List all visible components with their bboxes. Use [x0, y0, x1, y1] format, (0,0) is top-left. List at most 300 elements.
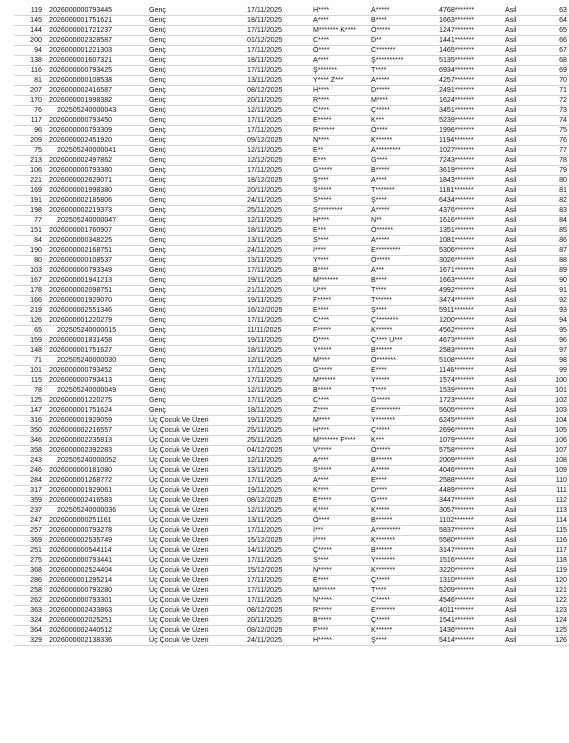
- row-id-cell: 190: [14, 246, 47, 256]
- application-number-cell: 2026000002328587: [47, 36, 147, 46]
- id-number-cell: 1310*******: [437, 576, 503, 586]
- surname-cell: Y*****: [369, 376, 437, 386]
- date-cell: 19/11/2025: [245, 296, 311, 306]
- category-cell: Genç: [147, 16, 245, 26]
- category-cell: Genç: [147, 396, 245, 406]
- row-id-cell: 275: [14, 556, 47, 566]
- table-row: [14, 76, 569, 86]
- surname-cell: A*********: [369, 526, 437, 536]
- category-cell: Genç: [147, 166, 245, 176]
- surname-cell: Ç********: [369, 316, 437, 326]
- application-number-cell: 2026000002168751: [47, 246, 147, 256]
- date-cell: 25/11/2025: [245, 436, 311, 446]
- application-number-cell: 2026000001221303: [47, 46, 147, 56]
- category-cell: Genç: [147, 216, 245, 226]
- row-id-cell: 209: [14, 136, 47, 146]
- date-cell: 17/11/2025: [245, 316, 311, 326]
- status-cell: Asil: [503, 246, 545, 256]
- surname-cell: Ö*****: [369, 446, 437, 456]
- name-cell: M****: [311, 356, 369, 366]
- id-number-cell: 1996*******: [437, 126, 503, 136]
- date-cell: 12/11/2025: [245, 356, 311, 366]
- status-cell: Asil: [503, 306, 545, 316]
- id-number-cell: 4992*******: [437, 286, 503, 296]
- application-number-cell: 2026000000793425: [47, 66, 147, 76]
- surname-cell: E****: [369, 366, 437, 376]
- name-cell: F*****: [311, 296, 369, 306]
- category-cell: Genç: [147, 26, 245, 36]
- category-cell: Üç Çocuk Ve Üzeri: [147, 506, 245, 516]
- status-cell: Asil: [503, 126, 545, 136]
- date-cell: 13/11/2025: [245, 516, 311, 526]
- id-number-cell: 3057*******: [437, 506, 503, 516]
- table-row: [14, 26, 569, 36]
- id-number-cell: 1663*******: [437, 276, 503, 286]
- application-number-cell: 202505240000041: [47, 146, 147, 156]
- rank-cell: 106: [545, 436, 569, 446]
- row-id-cell: 363: [14, 606, 47, 616]
- row-id-cell: 284: [14, 476, 47, 486]
- row-id-cell: 251: [14, 546, 47, 556]
- category-cell: Genç: [147, 256, 245, 266]
- rank-cell: 121: [545, 586, 569, 596]
- surname-cell: K*****: [369, 506, 437, 516]
- table-row: [14, 46, 569, 56]
- category-cell: Genç: [147, 206, 245, 216]
- rank-cell: 102: [545, 396, 569, 406]
- date-cell: 17/11/2025: [245, 116, 311, 126]
- row-id-cell: 286: [14, 576, 47, 586]
- date-cell: 17/11/2025: [245, 596, 311, 606]
- rank-cell: 65: [545, 26, 569, 36]
- row-id-cell: 116: [14, 66, 47, 76]
- results-table: [14, 6, 569, 646]
- row-id-cell: 346: [14, 436, 47, 446]
- rank-cell: 69: [545, 66, 569, 76]
- row-id-cell: 117: [14, 116, 47, 126]
- row-id-cell: 115: [14, 376, 47, 386]
- application-number-cell: 2026000002216557: [47, 426, 147, 436]
- status-cell: Asil: [503, 576, 545, 586]
- row-id-cell: 76: [14, 106, 47, 116]
- row-id-cell: 369: [14, 536, 47, 546]
- surname-cell: K*******: [369, 566, 437, 576]
- application-number-cell: 202505240000043: [47, 106, 147, 116]
- date-cell: 12/11/2025: [245, 506, 311, 516]
- application-number-cell: 2026000000108538: [47, 76, 147, 86]
- status-cell: Asil: [503, 266, 545, 276]
- status-cell: Asil: [503, 166, 545, 176]
- date-cell: 24/11/2025: [245, 246, 311, 256]
- table-row: [14, 186, 569, 196]
- status-cell: Asil: [503, 66, 545, 76]
- id-number-cell: 1671*******: [437, 266, 503, 276]
- id-number-cell: 3474*******: [437, 296, 503, 306]
- name-cell: K****: [311, 486, 369, 496]
- table-row: [14, 506, 569, 516]
- category-cell: Üç Çocuk Ve Üzeri: [147, 476, 245, 486]
- id-number-cell: 5580*******: [437, 536, 503, 546]
- name-cell: S*********: [311, 206, 369, 216]
- name-cell: R****: [311, 96, 369, 106]
- surname-cell: A****: [369, 176, 437, 186]
- date-cell: 20/11/2025: [245, 616, 311, 626]
- date-cell: 19/11/2025: [245, 486, 311, 496]
- date-cell: 12/11/2025: [245, 106, 311, 116]
- name-cell: G*****: [311, 366, 369, 376]
- date-cell: 20/11/2025: [245, 96, 311, 106]
- rank-cell: 86: [545, 236, 569, 246]
- application-number-cell: 2026000001220279: [47, 316, 147, 326]
- surname-cell: B*****: [369, 166, 437, 176]
- table-row: [14, 236, 569, 246]
- date-cell: 18/11/2025: [245, 16, 311, 26]
- date-cell: 17/11/2025: [245, 166, 311, 176]
- rank-cell: 96: [545, 336, 569, 346]
- date-cell: 17/11/2025: [245, 366, 311, 376]
- application-number-cell: 202505240000052: [47, 456, 147, 466]
- category-cell: Genç: [147, 36, 245, 46]
- status-cell: Asil: [503, 236, 545, 246]
- status-cell: Asil: [503, 426, 545, 436]
- name-cell: S****: [311, 236, 369, 246]
- row-id-cell: 101: [14, 366, 47, 376]
- category-cell: Genç: [147, 186, 245, 196]
- status-cell: Asil: [503, 296, 545, 306]
- status-cell: Asil: [503, 96, 545, 106]
- rank-cell: 114: [545, 516, 569, 526]
- row-id-cell: 80: [14, 256, 47, 266]
- rank-cell: 75: [545, 126, 569, 136]
- category-cell: Genç: [147, 176, 245, 186]
- id-number-cell: 5135*******: [437, 56, 503, 66]
- surname-cell: D****: [369, 486, 437, 496]
- status-cell: Asil: [503, 396, 545, 406]
- id-number-cell: 1574*******: [437, 376, 503, 386]
- category-cell: Üç Çocuk Ve Üzeri: [147, 436, 245, 446]
- row-id-cell: 200: [14, 36, 47, 46]
- table-row: [14, 446, 569, 456]
- surname-cell: Ç*****: [369, 616, 437, 626]
- application-number-cell: 2026000001220275: [47, 396, 147, 406]
- table-row: [14, 346, 569, 356]
- name-cell: C****: [311, 396, 369, 406]
- date-cell: 17/11/2025: [245, 586, 311, 596]
- rank-cell: 99: [545, 366, 569, 376]
- application-number-cell: 2026000001751624: [47, 406, 147, 416]
- surname-cell: T******: [369, 296, 437, 306]
- table-row: [14, 116, 569, 126]
- id-number-cell: 1465*******: [437, 46, 503, 56]
- surname-cell: E****: [369, 476, 437, 486]
- rank-cell: 67: [545, 46, 569, 56]
- application-number-cell: 2026000002235813: [47, 436, 147, 446]
- category-cell: Üç Çocuk Ve Üzeri: [147, 486, 245, 496]
- surname-cell: K***: [369, 436, 437, 446]
- surname-cell: A*****: [369, 206, 437, 216]
- date-cell: 04/12/2025: [245, 446, 311, 456]
- category-cell: Üç Çocuk Ve Üzeri: [147, 466, 245, 476]
- date-cell: 25/11/2025: [245, 426, 311, 436]
- row-id-cell: 169: [14, 186, 47, 196]
- id-number-cell: 4376*******: [437, 206, 503, 216]
- date-cell: 08/12/2025: [245, 86, 311, 96]
- table-row: [14, 146, 569, 156]
- table-row: [14, 56, 569, 66]
- category-cell: Genç: [147, 196, 245, 206]
- id-number-cell: 1247*******: [437, 26, 503, 36]
- surname-cell: A*****: [369, 236, 437, 246]
- table-row: [14, 66, 569, 76]
- id-number-cell: 2696*******: [437, 426, 503, 436]
- id-number-cell: 1541*******: [437, 616, 503, 626]
- status-cell: Asil: [503, 386, 545, 396]
- id-number-cell: 5758*******: [437, 446, 503, 456]
- id-number-cell: 1539*******: [437, 386, 503, 396]
- id-number-cell: 1146*******: [437, 366, 503, 376]
- date-cell: 19/11/2025: [245, 336, 311, 346]
- surname-cell: A*****: [369, 6, 437, 16]
- application-number-cell: 2026000002098751: [47, 286, 147, 296]
- rank-cell: 108: [545, 456, 569, 466]
- name-cell: İ***: [311, 526, 369, 536]
- application-number-cell: 2026000000793301: [47, 596, 147, 606]
- status-cell: Asil: [503, 226, 545, 236]
- name-cell: Ç*****: [311, 546, 369, 556]
- application-number-cell: 2026000002433863: [47, 606, 147, 616]
- date-cell: 08/12/2025: [245, 496, 311, 506]
- name-cell: İ****: [311, 246, 369, 256]
- surname-cell: T****: [369, 286, 437, 296]
- row-id-cell: 145: [14, 16, 47, 26]
- rank-cell: 81: [545, 186, 569, 196]
- id-number-cell: 3451*******: [437, 106, 503, 116]
- table-row: [14, 546, 569, 556]
- application-number-cell: 2026000000793280: [47, 586, 147, 596]
- table-row: [14, 466, 569, 476]
- category-cell: Genç: [147, 126, 245, 136]
- row-id-cell: 71: [14, 356, 47, 366]
- surname-cell: Ç*****: [369, 576, 437, 586]
- status-cell: Asil: [503, 506, 545, 516]
- status-cell: Asil: [503, 356, 545, 366]
- date-cell: 20/11/2025: [245, 186, 311, 196]
- row-id-cell: 237: [14, 506, 47, 516]
- surname-cell: A*********: [369, 146, 437, 156]
- status-cell: Asil: [503, 366, 545, 376]
- status-cell: Asil: [503, 566, 545, 576]
- id-number-cell: 5209*******: [437, 586, 503, 596]
- name-cell: M******* F****: [311, 436, 369, 446]
- application-number-cell: 2026000002524404: [47, 566, 147, 576]
- category-cell: Genç: [147, 86, 245, 96]
- id-number-cell: 1616*******: [437, 216, 503, 226]
- rank-cell: 73: [545, 106, 569, 116]
- date-cell: 24/11/2025: [245, 196, 311, 206]
- surname-cell: A***: [369, 266, 437, 276]
- status-cell: Asil: [503, 616, 545, 626]
- name-cell: Ş*******: [311, 66, 369, 76]
- table-row: [14, 286, 569, 296]
- status-cell: Asil: [503, 326, 545, 336]
- surname-cell: D**: [369, 36, 437, 46]
- id-number-cell: 5605*******: [437, 406, 503, 416]
- table-row: [14, 406, 569, 416]
- table-row: [14, 126, 569, 136]
- surname-cell: G*****: [369, 396, 437, 406]
- name-cell: H****: [311, 6, 369, 16]
- category-cell: Genç: [147, 386, 245, 396]
- table-row: [14, 486, 569, 496]
- application-number-cell: 202505240000047: [47, 216, 147, 226]
- name-cell: R******: [311, 126, 369, 136]
- status-cell: Asil: [503, 486, 545, 496]
- status-cell: Asil: [503, 176, 545, 186]
- status-cell: Asil: [503, 186, 545, 196]
- category-cell: Genç: [147, 76, 245, 86]
- date-cell: 15/12/2025: [245, 536, 311, 546]
- application-number-cell: 2026000000544114: [47, 546, 147, 556]
- date-cell: 12/12/2025: [245, 156, 311, 166]
- surname-cell: E*******: [369, 606, 437, 616]
- status-cell: Asil: [503, 526, 545, 536]
- table-row: [14, 196, 569, 206]
- results-table-body: [14, 6, 569, 646]
- category-cell: Üç Çocuk Ve Üzeri: [147, 446, 245, 456]
- category-cell: Genç: [147, 96, 245, 106]
- surname-cell: Ö******: [369, 226, 437, 236]
- surname-cell: Ş****: [369, 196, 437, 206]
- name-cell: Ö****: [311, 46, 369, 56]
- application-number-cell: 2026000000181080: [47, 466, 147, 476]
- status-cell: Asil: [503, 346, 545, 356]
- table-row: [14, 356, 569, 366]
- name-cell: F*****: [311, 326, 369, 336]
- application-number-cell: 2026000001998382: [47, 96, 147, 106]
- surname-cell: B******: [369, 456, 437, 466]
- date-cell: 17/11/2025: [245, 396, 311, 406]
- application-number-cell: 2026000000348225: [47, 236, 147, 246]
- category-cell: Üç Çocuk Ve Üzeri: [147, 596, 245, 606]
- row-id-cell: 329: [14, 636, 47, 646]
- category-cell: Genç: [147, 236, 245, 246]
- status-cell: Asil: [503, 456, 545, 466]
- rank-cell: 68: [545, 56, 569, 66]
- row-id-cell: 138: [14, 56, 47, 66]
- status-cell: Asil: [503, 136, 545, 146]
- table-row: [14, 36, 569, 46]
- surname-cell: Y*******: [369, 556, 437, 566]
- table-row: [14, 136, 569, 146]
- id-number-cell: 1102*******: [437, 516, 503, 526]
- status-cell: Asil: [503, 46, 545, 56]
- id-number-cell: 7243*******: [437, 156, 503, 166]
- category-cell: Genç: [147, 306, 245, 316]
- category-cell: Üç Çocuk Ve Üzeri: [147, 606, 245, 616]
- application-number-cell: 2026000001929059: [47, 416, 147, 426]
- name-cell: E*****: [311, 116, 369, 126]
- date-cell: 17/11/2025: [245, 556, 311, 566]
- table-row: [14, 6, 569, 16]
- name-cell: M******: [311, 586, 369, 596]
- surname-cell: G****: [369, 496, 437, 506]
- category-cell: Üç Çocuk Ve Üzeri: [147, 496, 245, 506]
- category-cell: Genç: [147, 316, 245, 326]
- table-row: [14, 556, 569, 566]
- category-cell: Genç: [147, 56, 245, 66]
- status-cell: Asil: [503, 436, 545, 446]
- table-row: [14, 166, 569, 176]
- application-number-cell: 2026000000793309: [47, 126, 147, 136]
- name-cell: M****: [311, 416, 369, 426]
- category-cell: Üç Çocuk Ve Üzeri: [147, 566, 245, 576]
- category-cell: Genç: [147, 156, 245, 166]
- application-number-cell: 2026000000793278: [47, 526, 147, 536]
- application-number-cell: 2026000000793349: [47, 266, 147, 276]
- rank-cell: 112: [545, 496, 569, 506]
- category-cell: Genç: [147, 66, 245, 76]
- id-number-cell: 1079*******: [437, 436, 503, 446]
- status-cell: Asil: [503, 206, 545, 216]
- status-cell: Asil: [503, 446, 545, 456]
- category-cell: Üç Çocuk Ve Üzeri: [147, 516, 245, 526]
- rank-cell: 80: [545, 176, 569, 186]
- rank-cell: 120: [545, 576, 569, 586]
- id-number-cell: 5239*******: [437, 116, 503, 126]
- row-id-cell: 159: [14, 336, 47, 346]
- name-cell: N*****: [311, 596, 369, 606]
- date-cell: 17/11/2025: [245, 46, 311, 56]
- date-cell: 18/11/2025: [245, 346, 311, 356]
- surname-cell: E*********: [369, 406, 437, 416]
- status-cell: Asil: [503, 556, 545, 566]
- application-number-cell: 2026000001760907: [47, 226, 147, 236]
- application-number-cell: 2026000000108537: [47, 256, 147, 266]
- category-cell: Genç: [147, 106, 245, 116]
- name-cell: A****: [311, 456, 369, 466]
- category-cell: Genç: [147, 266, 245, 276]
- row-id-cell: 358: [14, 446, 47, 456]
- table-row: [14, 156, 569, 166]
- rank-cell: 104: [545, 416, 569, 426]
- row-id-cell: 144: [14, 26, 47, 36]
- name-cell: Y*****: [311, 346, 369, 356]
- application-number-cell: 2026000000793380: [47, 166, 147, 176]
- row-id-cell: 147: [14, 406, 47, 416]
- table-row: [14, 176, 569, 186]
- application-number-cell: 2026000001941213: [47, 276, 147, 286]
- id-number-cell: 5108*******: [437, 356, 503, 366]
- date-cell: 13/11/2025: [245, 466, 311, 476]
- row-id-cell: 317: [14, 486, 47, 496]
- category-cell: Üç Çocuk Ve Üzeri: [147, 416, 245, 426]
- row-id-cell: 94: [14, 46, 47, 56]
- row-id-cell: 103: [14, 266, 47, 276]
- name-cell: R*****: [311, 606, 369, 616]
- date-cell: 18/11/2025: [245, 56, 311, 66]
- surname-cell: Ö*****: [369, 256, 437, 266]
- application-number-cell: 2026000001929061: [47, 486, 147, 496]
- status-cell: Asil: [503, 86, 545, 96]
- surname-cell: K******: [369, 626, 437, 636]
- category-cell: Genç: [147, 286, 245, 296]
- table-row: [14, 226, 569, 236]
- date-cell: 08/12/2025: [245, 626, 311, 636]
- id-number-cell: 5306*******: [437, 246, 503, 256]
- name-cell: G*****: [311, 166, 369, 176]
- surname-cell: T*******: [369, 186, 437, 196]
- id-number-cell: 4673*******: [437, 336, 503, 346]
